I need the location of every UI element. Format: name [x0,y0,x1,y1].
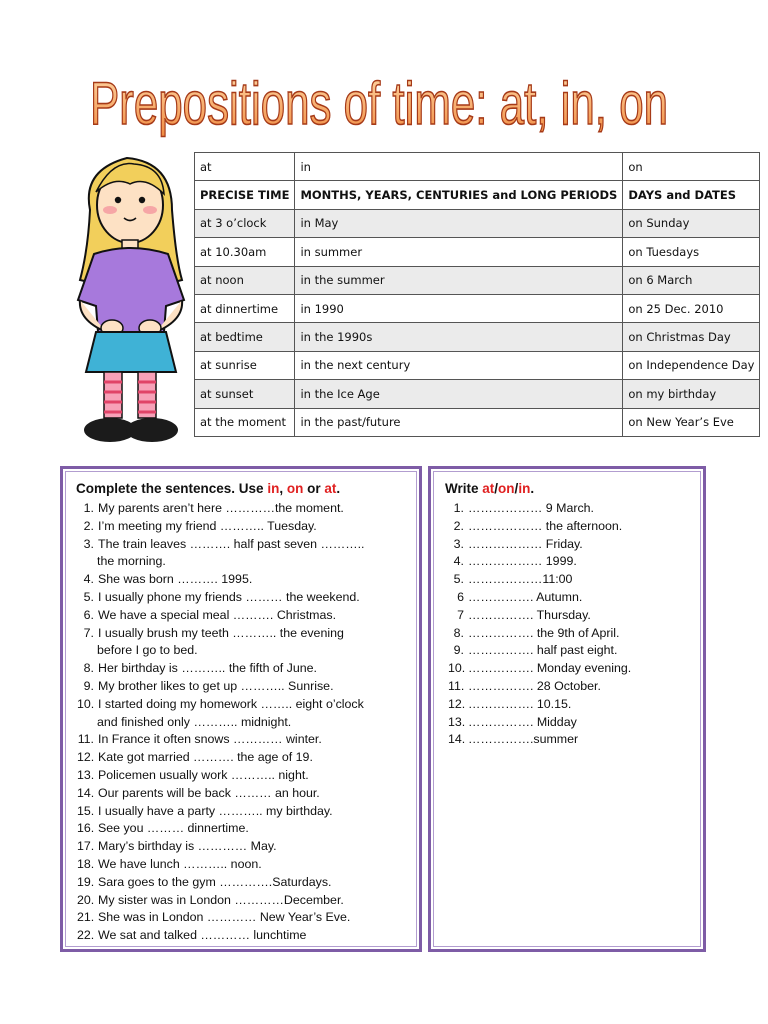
table-cell: on Sunday [623,209,760,237]
table-row [195,380,760,408]
list-item [77,874,365,892]
item-text: ……………. half past eight. [468,643,618,658]
exercise-panel-write-preposition [428,466,706,952]
item-number: 9. [83,678,94,693]
item-number: 5. [453,572,464,587]
list-item [77,909,365,927]
item-text: My sister was in London …………December. [98,892,344,907]
list-item [448,518,631,536]
item-number: 6 [457,589,464,604]
item-number: 11. [448,678,465,693]
item-number: 13. [448,714,466,729]
item-text: I’m meeting my friend ……….. Tuesday. [98,518,317,533]
list-item [77,856,365,874]
list-item [77,927,365,945]
page-title-graphic [90,62,690,142]
item-number: 8. [453,625,464,640]
table-cell: in the summer [295,266,623,294]
item-number: 7. [83,625,94,640]
list-item [448,696,631,714]
list-item [77,803,365,821]
list-item [77,625,365,643]
item-text: We have lunch ……….. noon. [98,856,262,871]
item-text: ………………11:00 [468,572,573,587]
table-cell: at sunset [195,380,295,408]
sentence-list [77,500,365,945]
table-cell: at the moment [195,408,295,436]
item-number: 16. [77,821,95,836]
item-text: We have a special meal ………. Christmas. [98,607,337,622]
table-cell: on Independence Day [623,351,760,379]
item-text: …………….summer [468,732,579,747]
list-item [77,749,365,767]
table-cell: at bedtime [195,323,295,351]
item-text: My brother likes to get up ……….. Sunrise. [98,678,334,693]
item-text: ……………. Monday evening. [468,661,632,676]
list-item [77,518,365,536]
panel-title: Write at/on/in. [445,481,535,496]
item-number: 1. [83,501,94,515]
item-number: 3. [83,536,94,551]
table-cell: in the past/future [295,408,623,436]
table-subheader-cell: PRECISE TIME [195,181,295,209]
item-text: ……………. Autumn. [468,589,583,604]
prepositions-table [194,152,760,437]
list-item [448,660,631,678]
item-number: 10. [448,661,466,676]
page-title [90,62,690,142]
page-title-text: Prepositions of time: at, in, on [90,70,668,137]
item-text: Mary’s birthday is ………… May. [98,839,277,854]
item-text: My parents aren’t here …………the moment. [98,501,344,515]
item-number: 11. [77,732,94,747]
table-cell: in the Ice Age [295,380,623,408]
list-item [77,500,365,518]
table-subheader-cell: DAYS and DATES [623,181,760,209]
item-text: ……………. Midday [468,714,577,729]
fill-in-list [448,500,631,749]
list-item [448,731,631,749]
list-item [77,838,365,856]
list-item-continuation: the morning. [97,554,166,569]
item-text: I usually have a party ……….. my birthday. [98,803,333,818]
table-subheader-row [195,181,760,209]
item-number: 4. [83,572,94,587]
list-item [448,553,631,571]
table-cell: in 1990 [295,294,623,322]
table-cell: on my birthday [623,380,760,408]
item-text: Sara goes to the gym ………….Saturdays. [98,874,332,889]
list-item [77,696,365,714]
item-number: 18. [77,856,95,871]
list-item-continuation: before I go to bed. [97,643,198,658]
table-cell: in May [295,209,623,237]
item-text: ……………… 1999. [468,554,577,569]
item-number: 21. [77,910,95,925]
table-cell: at 10.30am [195,238,295,266]
item-text: She was born ………. 1995. [98,572,253,587]
item-number: 22. [77,928,95,943]
item-number: 5. [83,589,94,604]
item-text: Her birthday is ……….. the fifth of June. [98,661,317,676]
table-cell: in the next century [295,351,623,379]
item-number: 3. [453,536,464,551]
table-cell: on 6 March [623,266,760,294]
table-cell: at noon [195,266,295,294]
item-number: 6. [83,607,94,622]
item-number: 1. [453,501,464,515]
item-number: 9. [453,643,464,658]
panel-title: Complete the sentences. Use in, on or at. [76,481,341,496]
item-number: 14. [77,785,95,800]
table-row [195,323,760,351]
item-number: 19. [77,874,95,889]
list-item [77,536,365,554]
table-cell: in summer [295,238,623,266]
item-number: 10. [77,696,95,711]
table-cell: on New Year’s Eve [623,408,760,436]
table-cell: on Christmas Day [623,323,760,351]
item-number: 2. [453,518,464,533]
item-number: 2. [83,518,94,533]
item-text: Kate got married ………. the age of 19. [98,750,313,765]
table-cell: at dinnertime [195,294,295,322]
item-number: 12. [448,696,466,711]
item-text: ……………. the 9th of April. [468,625,620,640]
item-text: In France it often snows ………… winter. [98,732,322,747]
table-header-cell: on [623,153,760,181]
item-number: 15. [77,803,95,818]
list-item [448,678,631,696]
table-cell: in the 1990s [295,323,623,351]
table-row [195,209,760,237]
item-text: ……………. 28 October. [468,678,601,693]
item-number: 14. [448,732,466,747]
item-text: See you ……… dinnertime. [98,821,249,836]
table-header-cell: in [295,153,623,181]
item-text: ……………… Friday. [468,536,583,551]
table-row [195,238,760,266]
table-cell: at 3 o’clock [195,209,295,237]
table-cell: on 25 Dec. 2010 [623,294,760,322]
item-text: Our parents will be back ……… an hour. [98,785,320,800]
item-number: 20. [77,892,95,907]
item-number: 7 [457,607,464,622]
list-item [448,589,631,607]
table-header-cell: at [195,153,295,181]
list-item [77,571,365,589]
list-item [77,767,365,785]
list-item [77,589,365,607]
list-item [77,660,365,678]
item-text: ……………… 9 March. [468,501,594,515]
item-text: The train leaves ………. half past seven ……….. [98,536,365,551]
list-item [77,785,365,803]
item-text: She was in London ………… New Year’s Eve. [98,910,351,925]
list-item [77,607,365,625]
list-item-continuation: and finished only ……….. midnight. [97,714,292,729]
item-text: I usually brush my teeth ……….. the evening [98,625,344,640]
item-text: I usually phone my friends ……… the weekend. [98,589,360,604]
table-header-row [195,153,760,181]
table-cell: on Tuesdays [623,238,760,266]
table-cell: at sunrise [195,351,295,379]
table-row [195,351,760,379]
list-item [77,892,365,910]
exercise-panel-complete-sentences [60,466,422,952]
list-item [448,642,631,660]
list-item [77,678,365,696]
item-number: 4. [453,554,464,569]
item-text: ……………… the afternoon. [468,518,623,533]
item-text: Policemen usually work ……….. night. [98,767,309,782]
item-number: 12. [77,750,95,765]
list-item [77,820,365,838]
table-row [195,266,760,294]
item-number: 8. [83,661,94,676]
item-text: We sat and talked ………… lunchtime [98,928,307,943]
table-subheader-cell: MONTHS, YEARS, CENTURIES and LONG PERIODS [295,181,623,209]
item-number: 13. [77,767,95,782]
list-item [448,625,631,643]
table-row [195,408,760,436]
item-number: 17. [77,839,95,854]
list-item [448,500,631,518]
table-row [195,294,760,322]
list-item [448,571,631,589]
girl-illustration [72,150,194,450]
list-item [448,714,631,732]
item-text: ……………. 10.15. [468,696,572,711]
list-item [77,731,365,749]
list-item [448,607,631,625]
list-item [448,536,631,554]
item-text: ……………. Thursday. [468,607,591,622]
item-text: I started doing my homework …….. eight o’clock [98,696,364,711]
